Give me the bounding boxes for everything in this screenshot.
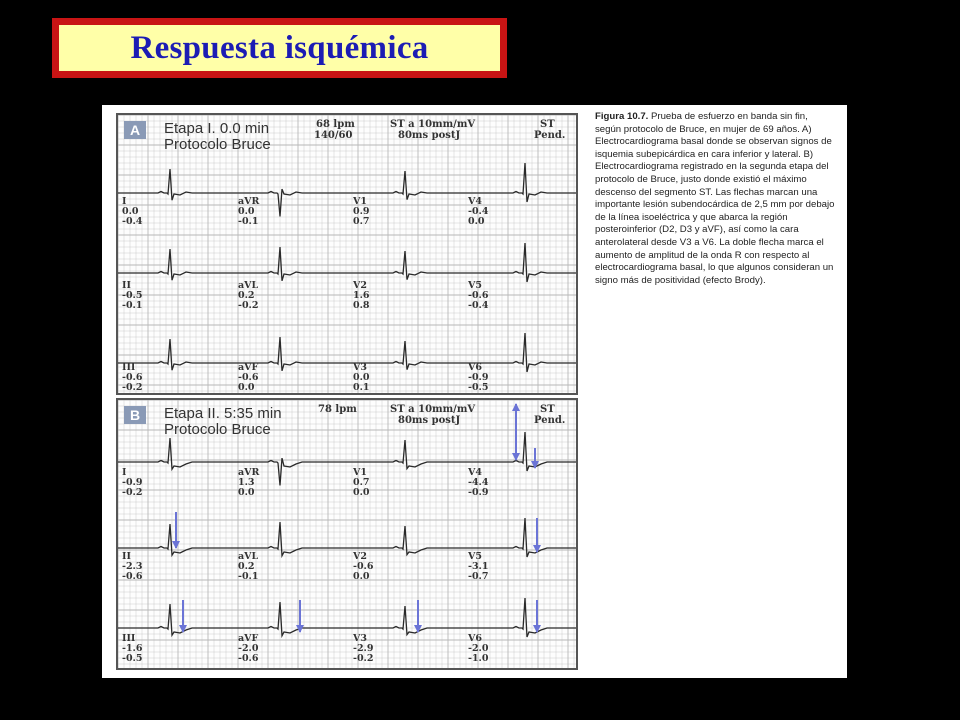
lead-pend-value: 0.1 [353,382,370,393]
lead-label-avf [238,634,258,664]
panel-b-hr: 78 lpm [318,404,357,415]
lead-name: aVF [238,362,259,373]
lead-st-value: -1.6 [122,643,143,654]
panel-b-protocol: Protocolo Bruce [164,421,271,438]
lead-label-i [122,468,142,498]
st-arrow-v3-head [414,625,422,633]
lead-label-v3 [353,363,370,393]
lead-pend-value: -0.5 [468,382,489,393]
lead-st-value: 0.9 [353,206,370,217]
panel-a-badge: A [124,121,146,139]
lead-name: V1 [353,196,367,207]
panel-a-protocol: Protocolo Bruce [164,136,271,153]
lead-label-v6 [468,634,488,664]
lead-st-value: -0.6 [468,290,489,301]
lead-name: I [122,196,127,207]
lead-label-ii [122,281,142,311]
lead-pend-value: -0.7 [468,571,489,582]
lead-pend-value: 0.0 [353,571,370,582]
ecg-trace [118,243,578,282]
lead-label-i [122,197,142,227]
title-box [52,18,507,78]
panel-b-st-scale: ST a 10mm/mV [390,404,476,415]
lead-pend-value: -0.6 [238,653,259,664]
panel-b-st-label: ST [540,404,555,415]
lead-pend-value: -0.9 [468,487,489,498]
lead-st-value: 0.0 [353,372,370,383]
lead-label-v1 [353,197,370,227]
lead-name: V6 [468,362,482,373]
caption-text: Prueba de esfuerzo en banda sin fin, según protocolo de Bruce, en mujer de 69 años. A) Electrocardiograma basal donde se observan signos de isquemia subepicárdica en cara inferior y lateral. B) Electrocardiograma registrado en la segunda etapa del protocolo de Bruce, justo donde existió el máximo descenso del segmento ST. Las flechas marcan una importante lesión subendocárdica de 2,5 mm por debajo de la línea isoeléctrica y que abarca la región posteroinferior (D2, D3 y aVF), así como la cara anterolateral desde V3 a V6. La doble flecha marca el aumento de amplitud de la onda R con respecto al electrocardiograma basal, lo que algunos consideran un signo más de positividad (efecto Brody). [595,111,835,286]
lead-name: V3 [353,362,367,373]
panel-a-bp: 140/60 [314,130,353,141]
lead-label-v5 [468,281,488,311]
lead-name: V3 [353,633,367,644]
panel-a-st-label: ST [540,119,555,130]
lead-st-value: -2.0 [238,643,259,654]
figure-caption [595,111,835,287]
lead-label-v1 [353,468,370,498]
lead-label-avf [238,363,258,393]
lead-label-avl [238,552,258,582]
ecg-grid-a [118,115,578,395]
lead-name: aVR [238,467,260,478]
lead-st-value: -0.9 [122,477,143,488]
lead-label-avl [238,281,258,311]
lead-label-iii [122,363,142,393]
lead-pend-value: -0.4 [468,300,489,311]
panel-a-st-scale: ST a 10mm/mV [390,119,476,130]
lead-label-v3 [353,634,373,664]
lead-label-v4 [468,468,488,498]
ecg-panel-a [116,113,578,395]
lead-st-value: 0.7 [353,477,370,488]
lead-st-value: 1.3 [238,477,255,488]
title-frame [57,23,502,73]
lead-label-v2 [353,552,373,582]
lead-pend-value: -0.2 [122,487,143,498]
lead-name: V2 [353,280,367,291]
lead-st-value: -0.5 [122,290,143,301]
lead-name: II [122,551,131,562]
lead-st-value: -0.9 [468,372,489,383]
st-arrow-v5-head [533,545,541,553]
lead-name: V2 [353,551,367,562]
lead-pend-value: -0.2 [353,653,374,664]
lead-label-avr [238,468,259,498]
lead-name: V5 [468,551,482,562]
slide-title: Respuesta isquémica [130,29,429,66]
lead-pend-value: 0.8 [353,300,370,311]
lead-label-iii [122,634,142,664]
lead-pend-value: 0.0 [468,216,485,227]
lead-pend-value: -0.6 [122,571,143,582]
lead-name: I [122,467,127,478]
st-arrow-iii-head [179,625,187,633]
ecg-panel-b [116,398,578,670]
lead-pend-value: 0.0 [238,487,255,498]
lead-name: aVR [238,196,260,207]
lead-name: aVL [238,551,259,562]
lead-label-v2 [353,281,370,311]
panel-b-pend-label: Pend. [534,415,566,426]
ecg-trace [118,333,578,372]
st-arrow-v6-head [533,625,541,633]
lead-label-ii [122,552,142,582]
lead-st-value: -2.9 [353,643,374,654]
lead-st-value: 1.6 [353,290,370,301]
lead-label-v4 [468,197,488,227]
lead-name: V4 [468,467,482,478]
lead-st-value: -0.6 [122,372,143,383]
panel-b-stage: Etapa II. 5:35 min [164,405,282,422]
lead-st-value: -0.6 [353,561,374,572]
lead-label-v6 [468,363,488,393]
lead-pend-value: -0.1 [238,571,259,582]
lead-st-value: -2.0 [468,643,489,654]
caption-label: Figura 10.7. [595,111,649,122]
ecg-trace [118,432,578,485]
lead-name: V4 [468,196,482,207]
lead-pend-value: -0.5 [122,653,143,664]
lead-name: aVL [238,280,259,291]
lead-st-value: 0.2 [238,561,255,572]
panel-b-badge: B [124,406,146,424]
lead-pend-value: -0.1 [122,300,143,311]
ecg-trace [118,518,578,557]
lead-label-avr [238,197,259,227]
ecg-grid-b [118,400,578,670]
panel-a-st-point: 80ms postJ [398,130,461,141]
lead-pend-value: -1.0 [468,653,489,664]
ecg-trace [118,163,578,216]
ecg-grid-lines [118,115,578,395]
lead-name: II [122,280,131,291]
lead-st-value: -0.4 [468,206,489,217]
st-arrow-ii-head [172,541,180,549]
lead-name: III [122,633,136,644]
lead-name: aVF [238,633,259,644]
lead-pend-value: -0.2 [122,382,143,393]
lead-st-value: 0.0 [122,206,139,217]
lead-pend-value: -0.2 [238,300,259,311]
lead-st-value: -0.6 [238,372,259,383]
lead-name: V1 [353,467,367,478]
lead-pend-value: -0.1 [238,216,259,227]
lead-pend-value: 0.0 [353,487,370,498]
lead-name: V5 [468,280,482,291]
r-wave-double-arrow-tail [512,403,520,411]
lead-st-value: -3.1 [468,561,489,572]
lead-pend-value: 0.7 [353,216,370,227]
lead-name: III [122,362,136,373]
panel-a-hr: 68 lpm [316,119,355,130]
lead-st-value: 0.0 [238,206,255,217]
lead-st-value: -2.3 [122,561,143,572]
figure-image [102,105,847,678]
lead-pend-value: 0.0 [238,382,255,393]
panel-a-pend-label: Pend. [534,130,566,141]
lead-pend-value: -0.4 [122,216,143,227]
lead-st-value: 0.2 [238,290,255,301]
panel-b-st-point: 80ms postJ [398,415,461,426]
panel-a-stage: Etapa I. 0.0 min [164,120,270,137]
lead-st-value: -4.4 [468,477,489,488]
lead-name: V6 [468,633,482,644]
lead-label-v5 [468,552,488,582]
